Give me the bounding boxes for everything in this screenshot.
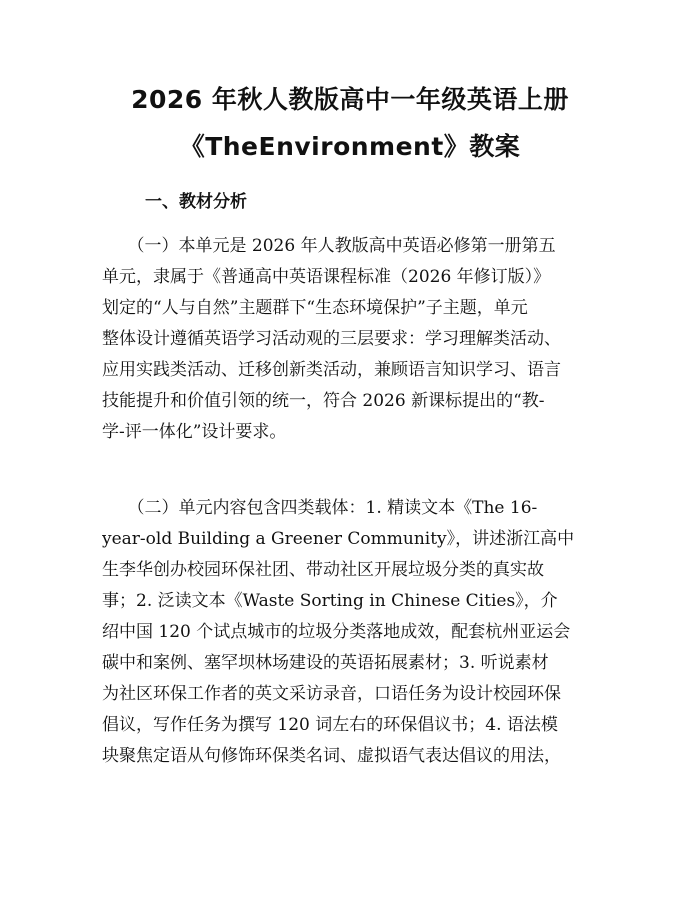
paragraph-line: 为社区环保工作者的英文采访录音，口语任务为设计校园环保 [102,684,561,704]
section-heading-textbook-analysis: 一、教材分析 [145,192,247,212]
paragraph-line: 划定的“人与自然”主题群下“生态环境保护”子主题，单元 [102,298,528,318]
paragraph-line: 绍中国 120 个试点城市的垃圾分类落地成效，配套杭州亚运会 [102,622,571,642]
paragraph-line: year-old Building a Greener Community》，讲述浙江高中 [102,529,575,549]
paragraph-line: 学-评一体化”设计要求。 [102,422,287,442]
paragraph-unit-content [102,493,602,772]
paragraph-line: （一）本单元是 2026 年人教版高中英语必修第一册第五 [102,236,556,256]
paragraph-line: （二）单元内容包含四类载体：1. 精读文本《The 16- [102,498,538,518]
document-title-line-1: 2026 年秋人教版高中一年级英语上册 [131,85,569,114]
paragraph-line: 块聚焦定语从句修饰环保类名词、虚拟语气表达倡议的用法， [102,746,561,766]
paragraph-line: 倡议，写作任务为撰写 120 词左右的环保倡议书；4. 语法模 [102,715,558,735]
paragraph-line: 碳中和案例、塞罕坝林场建设的英语拓展素材；3. 听说素材 [102,653,549,673]
paragraph-line: 事；2. 泛读文本《Waste Sorting in Chinese Cities》，介 [102,591,558,611]
paragraph-line: 单元，隶属于《普通高中英语课程标准（2026 年修订版）》 [102,267,551,287]
paragraph-line: 生李华创办校园环保社团、带动社区开展垃圾分类的真实故 [102,560,544,580]
document-title-line-2: 《TheEnvironment》教案 [179,132,521,161]
paragraph-line: 技能提升和价值引领的统一，符合 2026 新课标提出的“教- [102,391,545,411]
paragraph-unit-overview [102,231,602,448]
paragraph-line: 整体设计遵循英语学习活动观的三层要求：学习理解类活动、 [102,329,561,349]
paragraph-line: 应用实践类活动、迁移创新类活动，兼顾语言知识学习、语言 [102,360,561,380]
